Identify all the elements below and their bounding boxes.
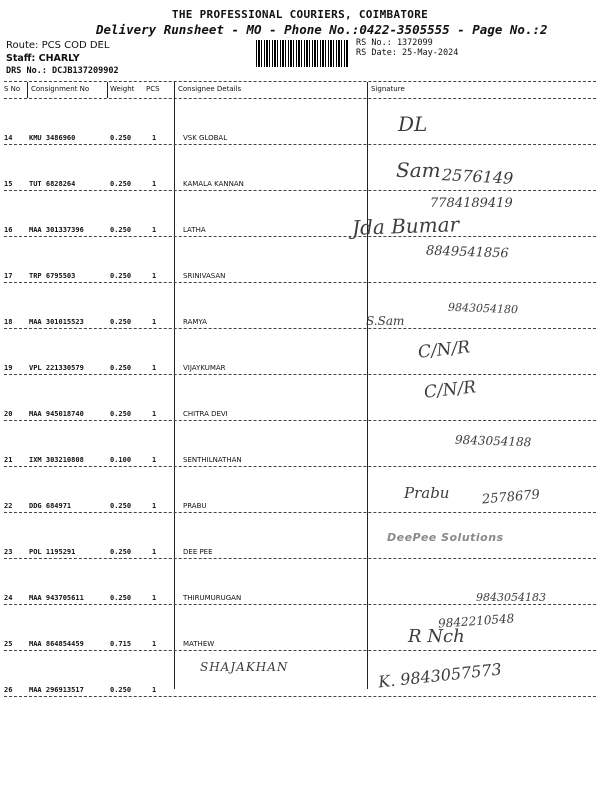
cell-consignment: MAA 864854459: [29, 640, 84, 648]
cell-weight: 0.250: [110, 594, 132, 602]
col-header-pcs: PCS: [146, 85, 160, 93]
cell-name: THIRUMURUGAN: [183, 594, 242, 602]
cell-pcs: 1: [152, 686, 157, 694]
cell-sno: 26: [4, 686, 13, 694]
row-divider: [4, 328, 596, 329]
phone-row-25b: 9842210548: [437, 611, 515, 631]
cell-name: LATHA: [183, 226, 206, 234]
cell-pcs: 1: [152, 134, 157, 142]
row-divider: [4, 420, 596, 421]
cell-consignment: DDG 684971: [29, 502, 72, 510]
cell-name: RAMYA: [183, 318, 207, 326]
col-header-signature: Signature: [371, 85, 405, 93]
cell-sno: 24: [4, 594, 13, 602]
cell-pcs: 1: [152, 318, 157, 326]
cell-weight: 0.250: [110, 318, 132, 326]
cell-sno: 14: [4, 134, 13, 142]
cell-consignment: MAA 943705611: [29, 594, 84, 602]
cell-consignment: TUT 6828264: [29, 180, 76, 188]
row-divider: [4, 604, 596, 605]
cell-weight: 0.250: [110, 226, 132, 234]
name-row-26: SHAJAKHAN: [200, 660, 289, 674]
phone-row-25a: 9843054183: [476, 591, 546, 604]
signature-row-14: DL: [398, 112, 428, 136]
signature-row-25: R Nch: [408, 626, 465, 647]
signature-row-26: K. 9843057573: [377, 659, 503, 692]
cell-consignment: MAA 945018740: [29, 410, 84, 418]
cell-pcs: 1: [152, 548, 157, 556]
row-divider: [4, 696, 596, 697]
signature-row-15: Sam: [396, 158, 441, 182]
cell-pcs: 1: [152, 180, 157, 188]
cell-pcs: 1: [152, 456, 157, 464]
cell-consignment: MAA 296913517: [29, 686, 84, 694]
cell-pcs: 1: [152, 364, 157, 372]
signature-row-16: Jda Bumar: [351, 212, 460, 240]
signature-row-18: S.Sam: [366, 314, 405, 328]
cell-name: PRABU: [183, 502, 207, 510]
cell-pcs: 1: [152, 410, 157, 418]
phone-row-18: 9843054180: [447, 300, 519, 317]
cell-sno: 21: [4, 456, 13, 464]
cell-name: SENTHILNATHAN: [183, 456, 242, 464]
row-divider: [4, 282, 596, 283]
cell-consignment: MAA 301337396: [29, 226, 84, 234]
header-top-rule: [4, 81, 596, 82]
cell-consignment: POL 1195291: [29, 548, 76, 556]
cell-consignment: VPL 221330579: [29, 364, 84, 372]
cell-pcs: 1: [152, 502, 157, 510]
col-divider: [367, 82, 368, 689]
cell-weight: 0.250: [110, 272, 132, 280]
row-divider: [4, 512, 596, 513]
cell-weight: 0.250: [110, 686, 132, 694]
cell-consignment: IXM 303210808: [29, 456, 84, 464]
cell-pcs: 1: [152, 226, 157, 234]
col-header-weight: Weight: [110, 85, 135, 93]
col-header-sno: S No: [4, 85, 21, 93]
cell-consignment: MAA 301015523: [29, 318, 84, 326]
col-divider: [174, 82, 175, 689]
cell-pcs: 1: [152, 272, 157, 280]
row-divider: [4, 650, 596, 651]
barcode: [256, 40, 349, 67]
col-header-consignee: Consignee Details: [178, 85, 242, 93]
cell-name: DEE PEE: [183, 548, 213, 556]
cell-weight: 0.250: [110, 502, 132, 510]
cell-sno: 25: [4, 640, 13, 648]
row-divider: [4, 236, 596, 237]
cell-sno: 15: [4, 180, 13, 188]
staff-label: Staff: CHARLY: [6, 53, 80, 64]
drs-number: DRS No.: DCJB137209902: [6, 66, 119, 76]
rs-date: RS Date: 25-May-2024: [356, 48, 459, 58]
phone-row-22: 2578679: [481, 487, 541, 508]
row-divider: [4, 558, 596, 559]
cell-sno: 22: [4, 502, 13, 510]
row-divider: [4, 190, 596, 191]
cell-weight: 0.250: [110, 180, 132, 188]
cell-consignment: TRP 6795503: [29, 272, 76, 280]
phone-row-21: 9843054188: [454, 432, 532, 450]
rs-number: RS No.: 1372099: [356, 38, 433, 48]
cell-sno: 17: [4, 272, 13, 280]
cell-sno: 23: [4, 548, 13, 556]
col-header-consignment: Consignment No: [31, 85, 90, 93]
cell-weight: 0.250: [110, 134, 132, 142]
runsheet-subtitle: Delivery Runsheet - MO - Phone No.:0422-3505555 - Page No.:2: [96, 22, 548, 37]
cell-weight: 0.715: [110, 640, 132, 648]
company-title: THE PROFESSIONAL COURIERS, COIMBATORE: [171, 8, 429, 21]
phone-row-15: 2576149: [441, 165, 514, 188]
row-divider: [4, 144, 596, 145]
cell-name: MATHEW: [183, 640, 215, 648]
cell-weight: 0.250: [110, 548, 132, 556]
col-divider: [107, 82, 108, 98]
cell-sno: 16: [4, 226, 13, 234]
row-divider: [4, 374, 596, 375]
signature-row-22: Prabu: [404, 484, 450, 502]
cell-sno: 20: [4, 410, 13, 418]
cell-name: CHITRA DEVI: [183, 410, 228, 418]
cell-name: VIJAYKUMAR: [183, 364, 226, 372]
phone-row-17: 8849541856: [425, 243, 509, 262]
cell-weight: 0.250: [110, 410, 132, 418]
cell-name: SRINIVASAN: [183, 272, 226, 280]
cell-sno: 19: [4, 364, 13, 372]
cell-consignment: KMU 3486960: [29, 134, 76, 142]
signature-row-20: C/N/R: [423, 377, 478, 403]
header-bottom-rule: [4, 98, 596, 99]
cell-pcs: 1: [152, 594, 157, 602]
cell-name: KAMALA KANNAN: [183, 180, 244, 188]
row-divider: [4, 466, 596, 467]
col-divider: [27, 82, 28, 98]
cell-weight: 0.250: [110, 364, 132, 372]
signature-row-19: C/N/R: [417, 337, 472, 363]
route-label: Route: PCS COD DEL: [6, 40, 110, 51]
cell-weight: 0.100: [110, 456, 132, 464]
phone-row-16: 7784189419: [430, 196, 513, 211]
cell-pcs: 1: [152, 640, 157, 648]
cell-sno: 18: [4, 318, 13, 326]
company-stamp: DeePee Solutions: [387, 531, 504, 544]
cell-name: VSK GLOBAL: [183, 134, 228, 142]
